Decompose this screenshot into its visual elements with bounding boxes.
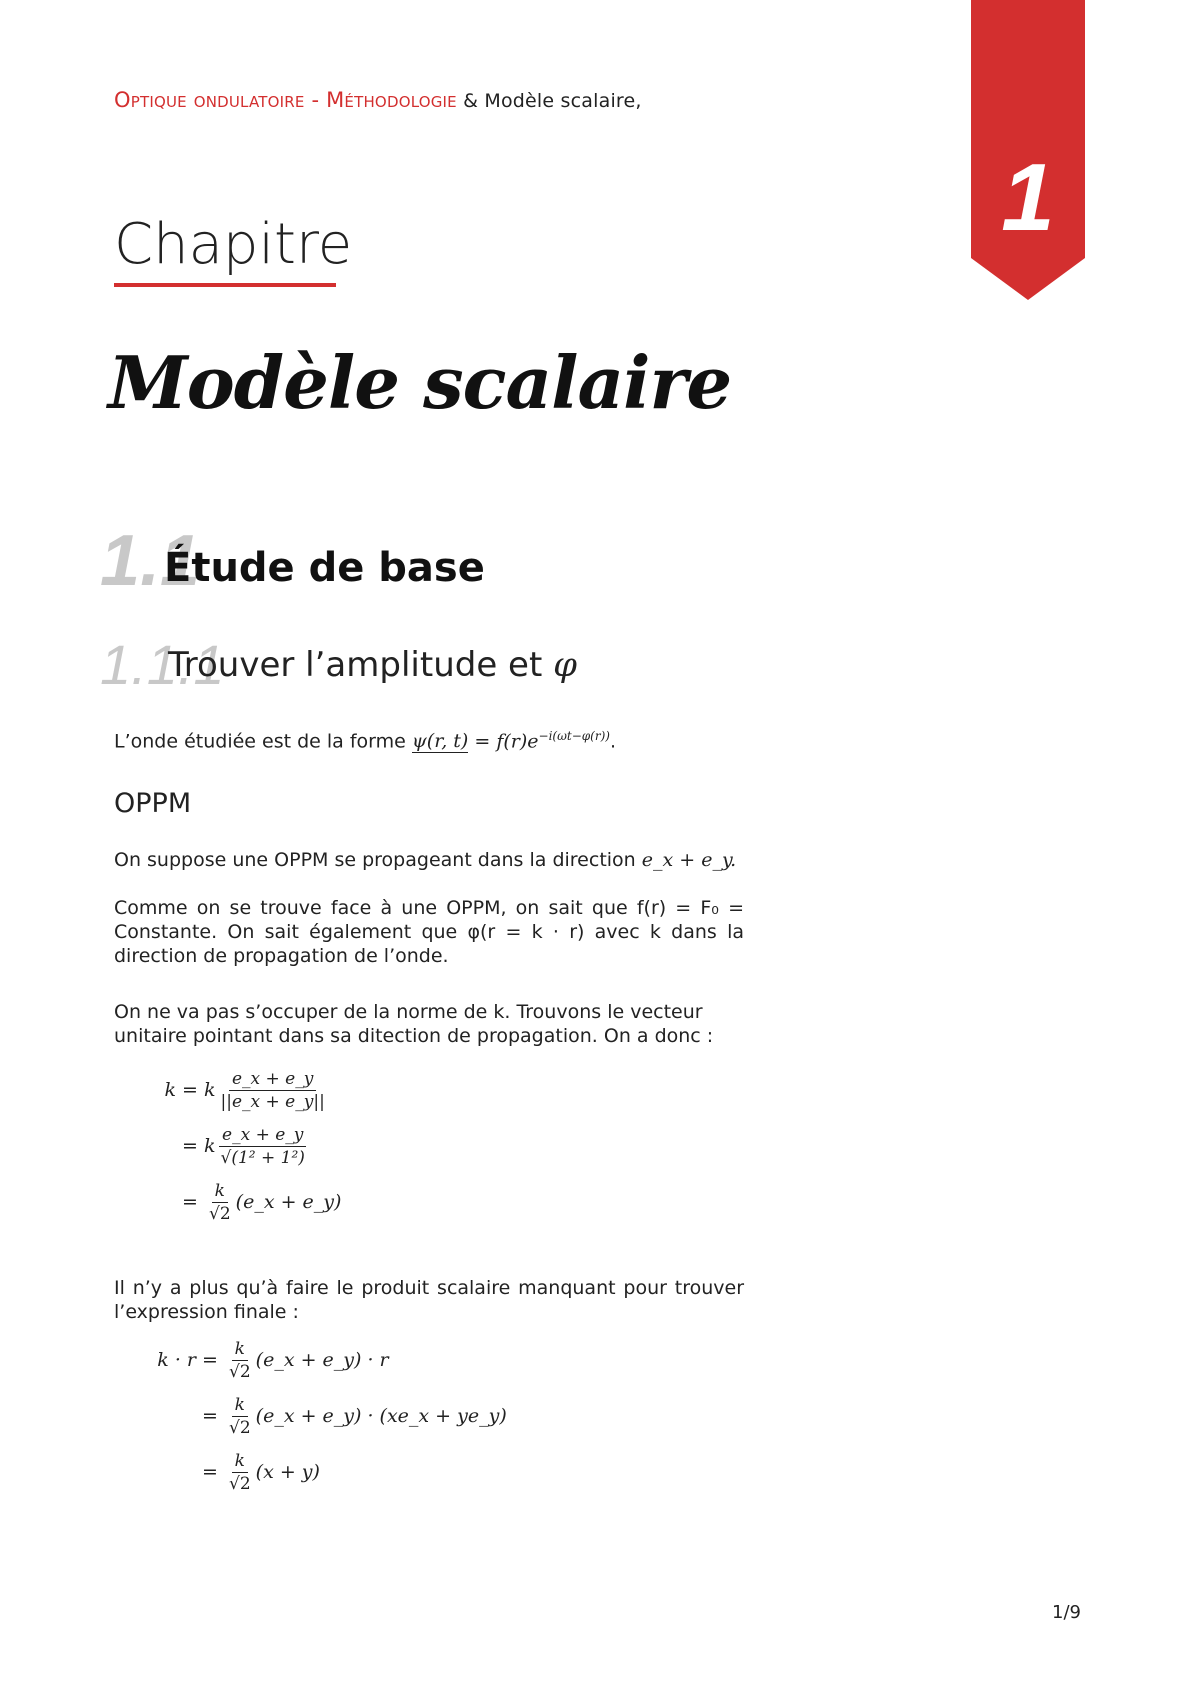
equation-fraction — [206, 1180, 234, 1225]
subsection-number: 1.1.1 — [100, 633, 225, 696]
equation-fraction — [226, 1450, 254, 1495]
header-separator: - — [304, 88, 327, 112]
oppm-heading: OPPM — [114, 788, 192, 819]
equation-fraction — [226, 1338, 254, 1383]
oppm-paragraph-3: On ne va pas s’occuper de la norme de k. Trouvons le vecteur unitaire pointant dans sa ditection de propagation. On a donc : — [114, 1001, 714, 1047]
equation-fraction — [226, 1394, 254, 1439]
equation-lhs: k · r — [157, 1349, 196, 1371]
equation-row — [130, 1062, 341, 1118]
equation-postfactor: (e_x + e_y) — [235, 1191, 342, 1213]
section-title: Étude de base — [164, 545, 485, 591]
equation-lhs: k — [164, 1079, 176, 1101]
intro-end: . — [609, 730, 616, 753]
chapter-rule — [114, 283, 336, 287]
equation-relation: = — [182, 1191, 198, 1213]
oppm-p1-math: e_x + e_y. — [641, 849, 737, 871]
fraction-numerator: k — [232, 1338, 248, 1361]
section-number: 1.1 — [100, 521, 201, 601]
oppm-p1-text: On suppose une OPPM se propageant dans la direction — [114, 849, 636, 871]
equation-postfactor: (e_x + e_y) · (xe_x + ye_y) — [255, 1405, 507, 1427]
equation-prefactor: k — [204, 1135, 216, 1157]
chapter-label: Chapitre — [114, 212, 353, 277]
equation-row — [130, 1388, 507, 1444]
intro-text: L’onde étudiée est de la forme — [114, 730, 406, 753]
oppm-paragraph-2: Comme on se trouve face à une OPPM, on sait que f(r) = F₀ = Constante. On sait également que φ(r = k · r) avec k dans la direction de propagation de l’onde. — [114, 897, 744, 967]
equation-row — [130, 1332, 507, 1388]
fraction-numerator: k — [232, 1394, 248, 1417]
oppm-paragraph-4: Il n’y a plus qu’à faire le produit scalaire manquant pour trouver l’expression finale : — [114, 1277, 744, 1323]
chapter-title: Modèle scalaire — [108, 340, 732, 425]
chapter-number: 1 — [1001, 144, 1055, 251]
fraction-denominator: √(1² + 1²) — [220, 1147, 305, 1168]
equation-relation: = — [182, 1079, 198, 1101]
equation-relation: = — [202, 1349, 218, 1371]
equation-fraction — [218, 1124, 308, 1169]
equation-block-k — [130, 1062, 341, 1230]
equation-postfactor: (x + y) — [255, 1461, 320, 1483]
fraction-denominator: √2 — [229, 1473, 251, 1494]
page-number: 1/9 — [1052, 1602, 1081, 1623]
running-header — [114, 88, 642, 112]
oppm-paragraph-1 — [114, 848, 744, 872]
equation-relation: = — [182, 1135, 198, 1157]
fraction-denominator: √2 — [209, 1203, 231, 1224]
subsection-title-symbol: φ — [553, 645, 577, 685]
intro-paragraph — [114, 724, 744, 753]
subsection-title-text: Trouver l’amplitude et — [168, 645, 543, 685]
equation-row — [130, 1118, 341, 1174]
header-course: Optique ondulatoire — [114, 88, 305, 112]
equation-block-product — [130, 1332, 507, 1500]
equation-relation: = — [202, 1405, 218, 1427]
header-part: Méthodologie — [326, 88, 457, 112]
equation-row — [130, 1444, 507, 1500]
intro-formula-lhs: ψ(r, t) — [411, 730, 469, 753]
intro-formula-exponent: −i(ωt−φ(r)) — [538, 729, 610, 743]
fraction-denominator: ||e_x + e_y|| — [220, 1091, 325, 1112]
fraction-numerator: e_x + e_y — [229, 1068, 316, 1091]
fraction-denominator: √2 — [229, 1417, 251, 1438]
equation-fraction — [218, 1068, 328, 1113]
equation-relation: = — [202, 1461, 218, 1483]
fraction-numerator: k — [232, 1450, 248, 1473]
equation-row — [130, 1174, 341, 1230]
equation-prefactor: k — [204, 1079, 216, 1101]
header-rest: & Modèle scalaire, — [456, 90, 642, 112]
subsection-title — [168, 645, 577, 685]
fraction-numerator: e_x + e_y — [219, 1124, 306, 1147]
equation-postfactor: (e_x + e_y) · r — [255, 1349, 389, 1371]
intro-formula-rhs: = f(r)e — [474, 730, 539, 753]
fraction-numerator: k — [212, 1180, 228, 1203]
fraction-denominator: √2 — [229, 1361, 251, 1382]
